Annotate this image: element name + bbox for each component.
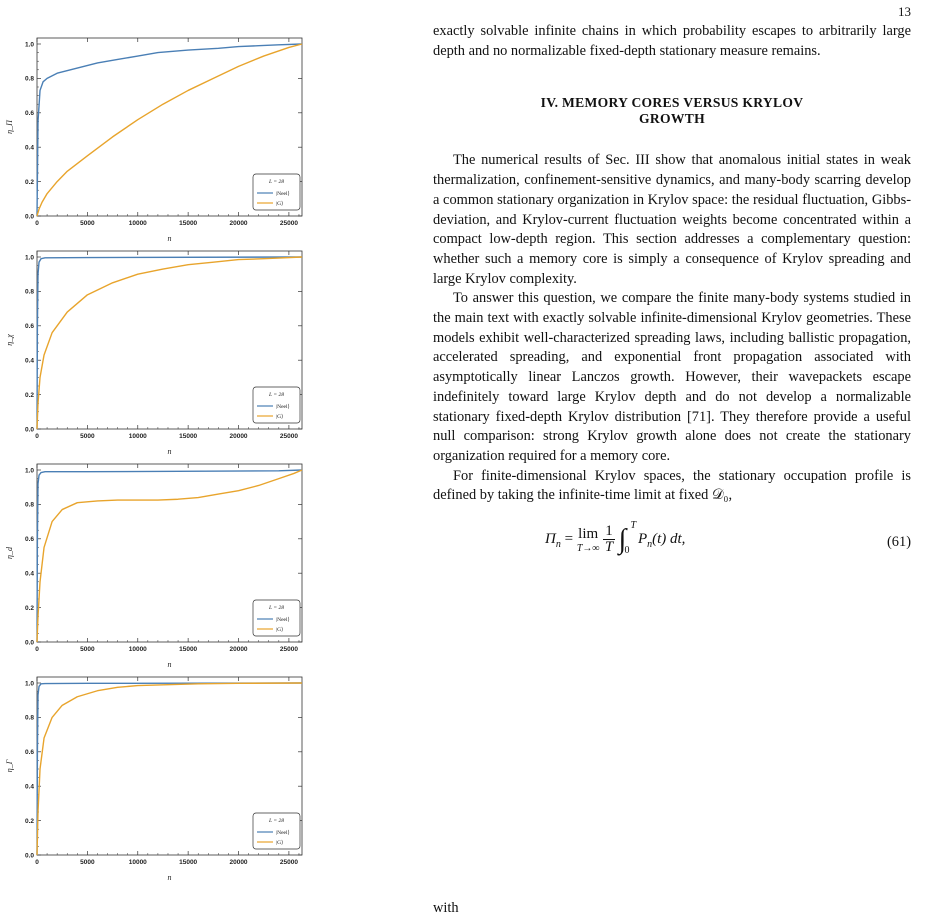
section-heading [433, 95, 911, 127]
x-tick-label: 25000 [279, 433, 298, 440]
y-tick-label: 0.0 [24, 639, 34, 647]
legend-label-g: |G⟩ [276, 414, 284, 420]
y-axis-label: η_d [5, 547, 14, 559]
legend-label-neel: |Neel⟩ [276, 617, 290, 623]
plot-eta-pi [0, 24, 320, 249]
x-tick-label: 25000 [279, 646, 298, 653]
y-tick-label: 0.6 [24, 536, 34, 544]
y-tick-label: 0.6 [24, 323, 34, 331]
y-tick-label: 1.0 [24, 467, 34, 475]
legend-label-neel: |Neel⟩ [276, 404, 290, 410]
y-tick-label: 0.4 [24, 357, 34, 365]
x-tick-label: 0 [35, 646, 39, 653]
y-axis-label: η_Γ [5, 759, 14, 773]
x-tick-label: 5000 [80, 220, 95, 227]
x-axis-label: n [167, 234, 172, 243]
y-tick-label: 0.0 [24, 213, 34, 221]
x-tick-label: 5000 [80, 646, 95, 653]
y-tick-label: 0.0 [24, 426, 34, 434]
x-tick-label: 20000 [229, 220, 248, 227]
x-tick-label: 0 [35, 220, 39, 227]
y-tick-label: 0.8 [24, 288, 34, 296]
y-tick-label: 0.2 [24, 391, 34, 399]
legend-label-g: |G⟩ [276, 627, 284, 633]
plot-svg [0, 450, 320, 675]
plot-svg [0, 24, 320, 249]
x-axis-label: n [167, 660, 172, 669]
equation-61 [433, 520, 911, 568]
y-tick-label: 0.8 [24, 501, 34, 509]
x-tick-label: 15000 [179, 646, 198, 653]
x-tick-label: 25000 [279, 220, 298, 227]
y-tick-label: 1.0 [24, 41, 34, 49]
plot-eta-d [0, 450, 320, 675]
y-tick-label: 0.8 [24, 714, 34, 722]
equation-body: $\Pi_n = \lim$ T→∞ $\frac{1}{T}$ ∫ T 0 $P_n(t)$ dt, [545, 519, 686, 556]
legend-label-neel: |Neel⟩ [276, 830, 290, 836]
x-tick-label: 10000 [128, 433, 147, 440]
section-heading-line2: GROWTH [639, 111, 705, 127]
x-tick-label: 10000 [128, 859, 147, 866]
y-tick-label: 0.2 [24, 604, 34, 612]
y-tick-label: 0.8 [24, 75, 34, 83]
y-tick-label: 1.0 [24, 254, 34, 262]
paragraph-3: For finite-dimensional Krylov spaces, the stationary occupation profile is defined by taking the infinite-time limit at fixed 𝒟₀, [433, 467, 911, 504]
x-tick-label: 0 [35, 433, 39, 440]
plot-eta-chi [0, 237, 320, 462]
plot-svg [0, 663, 320, 888]
legend-label-g: |G⟩ [276, 840, 284, 846]
x-tick-label: 5000 [80, 859, 95, 866]
legend-title: L = 28 [269, 179, 284, 185]
y-tick-label: 0.0 [24, 852, 34, 860]
y-tick-label: 1.0 [24, 680, 34, 688]
equation-number: (61) [887, 534, 911, 551]
x-tick-label: 20000 [229, 646, 248, 653]
paragraph-2: To answer this question, we compare the finite many-body systems studied in the main text with exactly solvable infinite-dimensional Krylov geometries. These models exhibit well-characterized spreading laws, including ballistic propagation, accelerated spreading, and exponential front propagation associated with asymptotically linear Lanczos growth. However, their wavepackets escape indefinitely toward large Krylov depth and do not develop a normalizable stationary fixed-depth Krylov distribution [71]. They therefore provide a useful null comparison: strong Krylov growth alone does not create the stationary organization required for a memory core. [433, 290, 911, 464]
x-tick-label: 0 [35, 859, 39, 866]
y-tick-label: 0.2 [24, 817, 34, 825]
x-tick-label: 15000 [179, 220, 198, 227]
x-axis-label: n [167, 447, 172, 456]
x-tick-label: 5000 [80, 433, 95, 440]
page-number: 13 [898, 4, 911, 19]
x-tick-label: 25000 [279, 859, 298, 866]
x-tick-label: 10000 [128, 220, 147, 227]
legend-title: L = 28 [269, 818, 284, 824]
paragraph-1: The numerical results of Sec. III show that anomalous initial states in weak thermalization, confinement-sensitive dynamics, and many-body scarring develop a common stationary organization in Krylov space: the residual fluctuation, Gibbs-deviation, and Krylov-current fluctuation weights become concentrated within a compact low-depth region. This section addresses a complementary question: whether such a memory core is simply a consequence of Krylov spreading and large Krylov complexity. [433, 152, 911, 287]
text-column [433, 22, 911, 568]
y-tick-label: 0.4 [24, 783, 34, 791]
plot-svg [0, 237, 320, 462]
x-tick-label: 15000 [179, 859, 198, 866]
y-axis-label: η_χ [5, 334, 14, 346]
section-heading-line1: IV. MEMORY CORES VERSUS KRYLOV [540, 95, 804, 111]
y-tick-label: 0.6 [24, 110, 34, 118]
y-tick-label: 0.6 [24, 749, 34, 757]
legend-label-g: |G⟩ [276, 201, 284, 207]
x-tick-label: 20000 [229, 859, 248, 866]
legend-title: L = 28 [269, 392, 284, 398]
legend-label-neel: |Neel⟩ [276, 191, 290, 197]
plot-eta-gamma [0, 663, 320, 888]
x-tick-label: 20000 [229, 433, 248, 440]
y-axis-label: η_Π [5, 120, 14, 134]
y-tick-label: 0.2 [24, 178, 34, 186]
y-tick-label: 0.4 [24, 144, 34, 152]
cutoff-text: with [433, 900, 459, 916]
x-tick-label: 10000 [128, 646, 147, 653]
y-tick-label: 0.4 [24, 570, 34, 578]
legend-title: L = 28 [269, 605, 284, 611]
x-axis-label: n [167, 873, 172, 882]
paragraph-intro: exactly solvable infinite chains in which probability escapes to arbitrarily large depth and no normalizable fixed-depth stationary measure remains. [433, 23, 911, 59]
x-tick-label: 15000 [179, 433, 198, 440]
